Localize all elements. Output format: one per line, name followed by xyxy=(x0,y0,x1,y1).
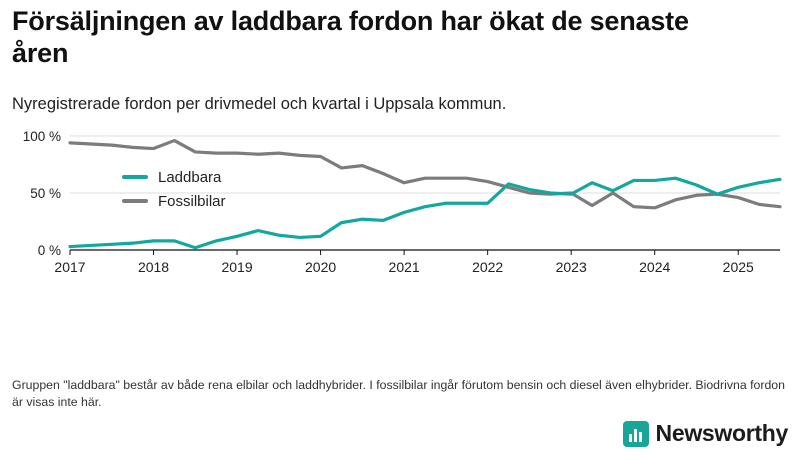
page-title: Försäljningen av laddbara fordon har ökat de senaste åren xyxy=(12,6,689,68)
x-tick-label: 2017 xyxy=(54,259,86,276)
x-tick-label: 2022 xyxy=(472,259,504,276)
chart-legend xyxy=(122,166,226,214)
footer-divider xyxy=(0,364,800,365)
legend-item-fossilbilar xyxy=(122,190,226,212)
x-tick-label: 2024 xyxy=(639,259,671,276)
x-tick-label: 2018 xyxy=(137,259,170,276)
legend-swatch-fossilbilar xyxy=(122,199,148,203)
x-tick-label: 2019 xyxy=(221,259,253,276)
legend-label-fossilbilar: Fossilbilar xyxy=(158,192,226,210)
y-tick-label: 50 % xyxy=(30,186,61,202)
chart-footnote: Gruppen "laddbara" består av både rena elbilar och laddhybrider. I fossilbilar ingår förutom bensin och diesel även elhybrider. Biodrivna fordon är visas inte här. xyxy=(12,378,785,409)
x-tick-label: 2021 xyxy=(388,259,420,276)
legend-item-laddbara xyxy=(122,166,226,188)
bar-chart-icon xyxy=(623,421,649,447)
brand-logo xyxy=(623,420,788,447)
legend-swatch-laddbara xyxy=(122,175,148,179)
x-tick-label: 2020 xyxy=(305,259,337,276)
x-tick-label: 2025 xyxy=(722,259,754,276)
chart-area xyxy=(12,126,788,286)
brand-name: Newsworthy xyxy=(655,420,788,446)
infographic-page xyxy=(0,6,800,456)
legend-label-laddbara: Laddbara xyxy=(158,168,222,186)
y-tick-label: 0 % xyxy=(37,243,61,259)
y-tick-label: 100 % xyxy=(22,129,61,145)
x-tick-label: 2023 xyxy=(555,259,587,276)
chart-subtitle: Nyregistrerade fordon per drivmedel och kvartal i Uppsala kommun. xyxy=(12,95,507,114)
